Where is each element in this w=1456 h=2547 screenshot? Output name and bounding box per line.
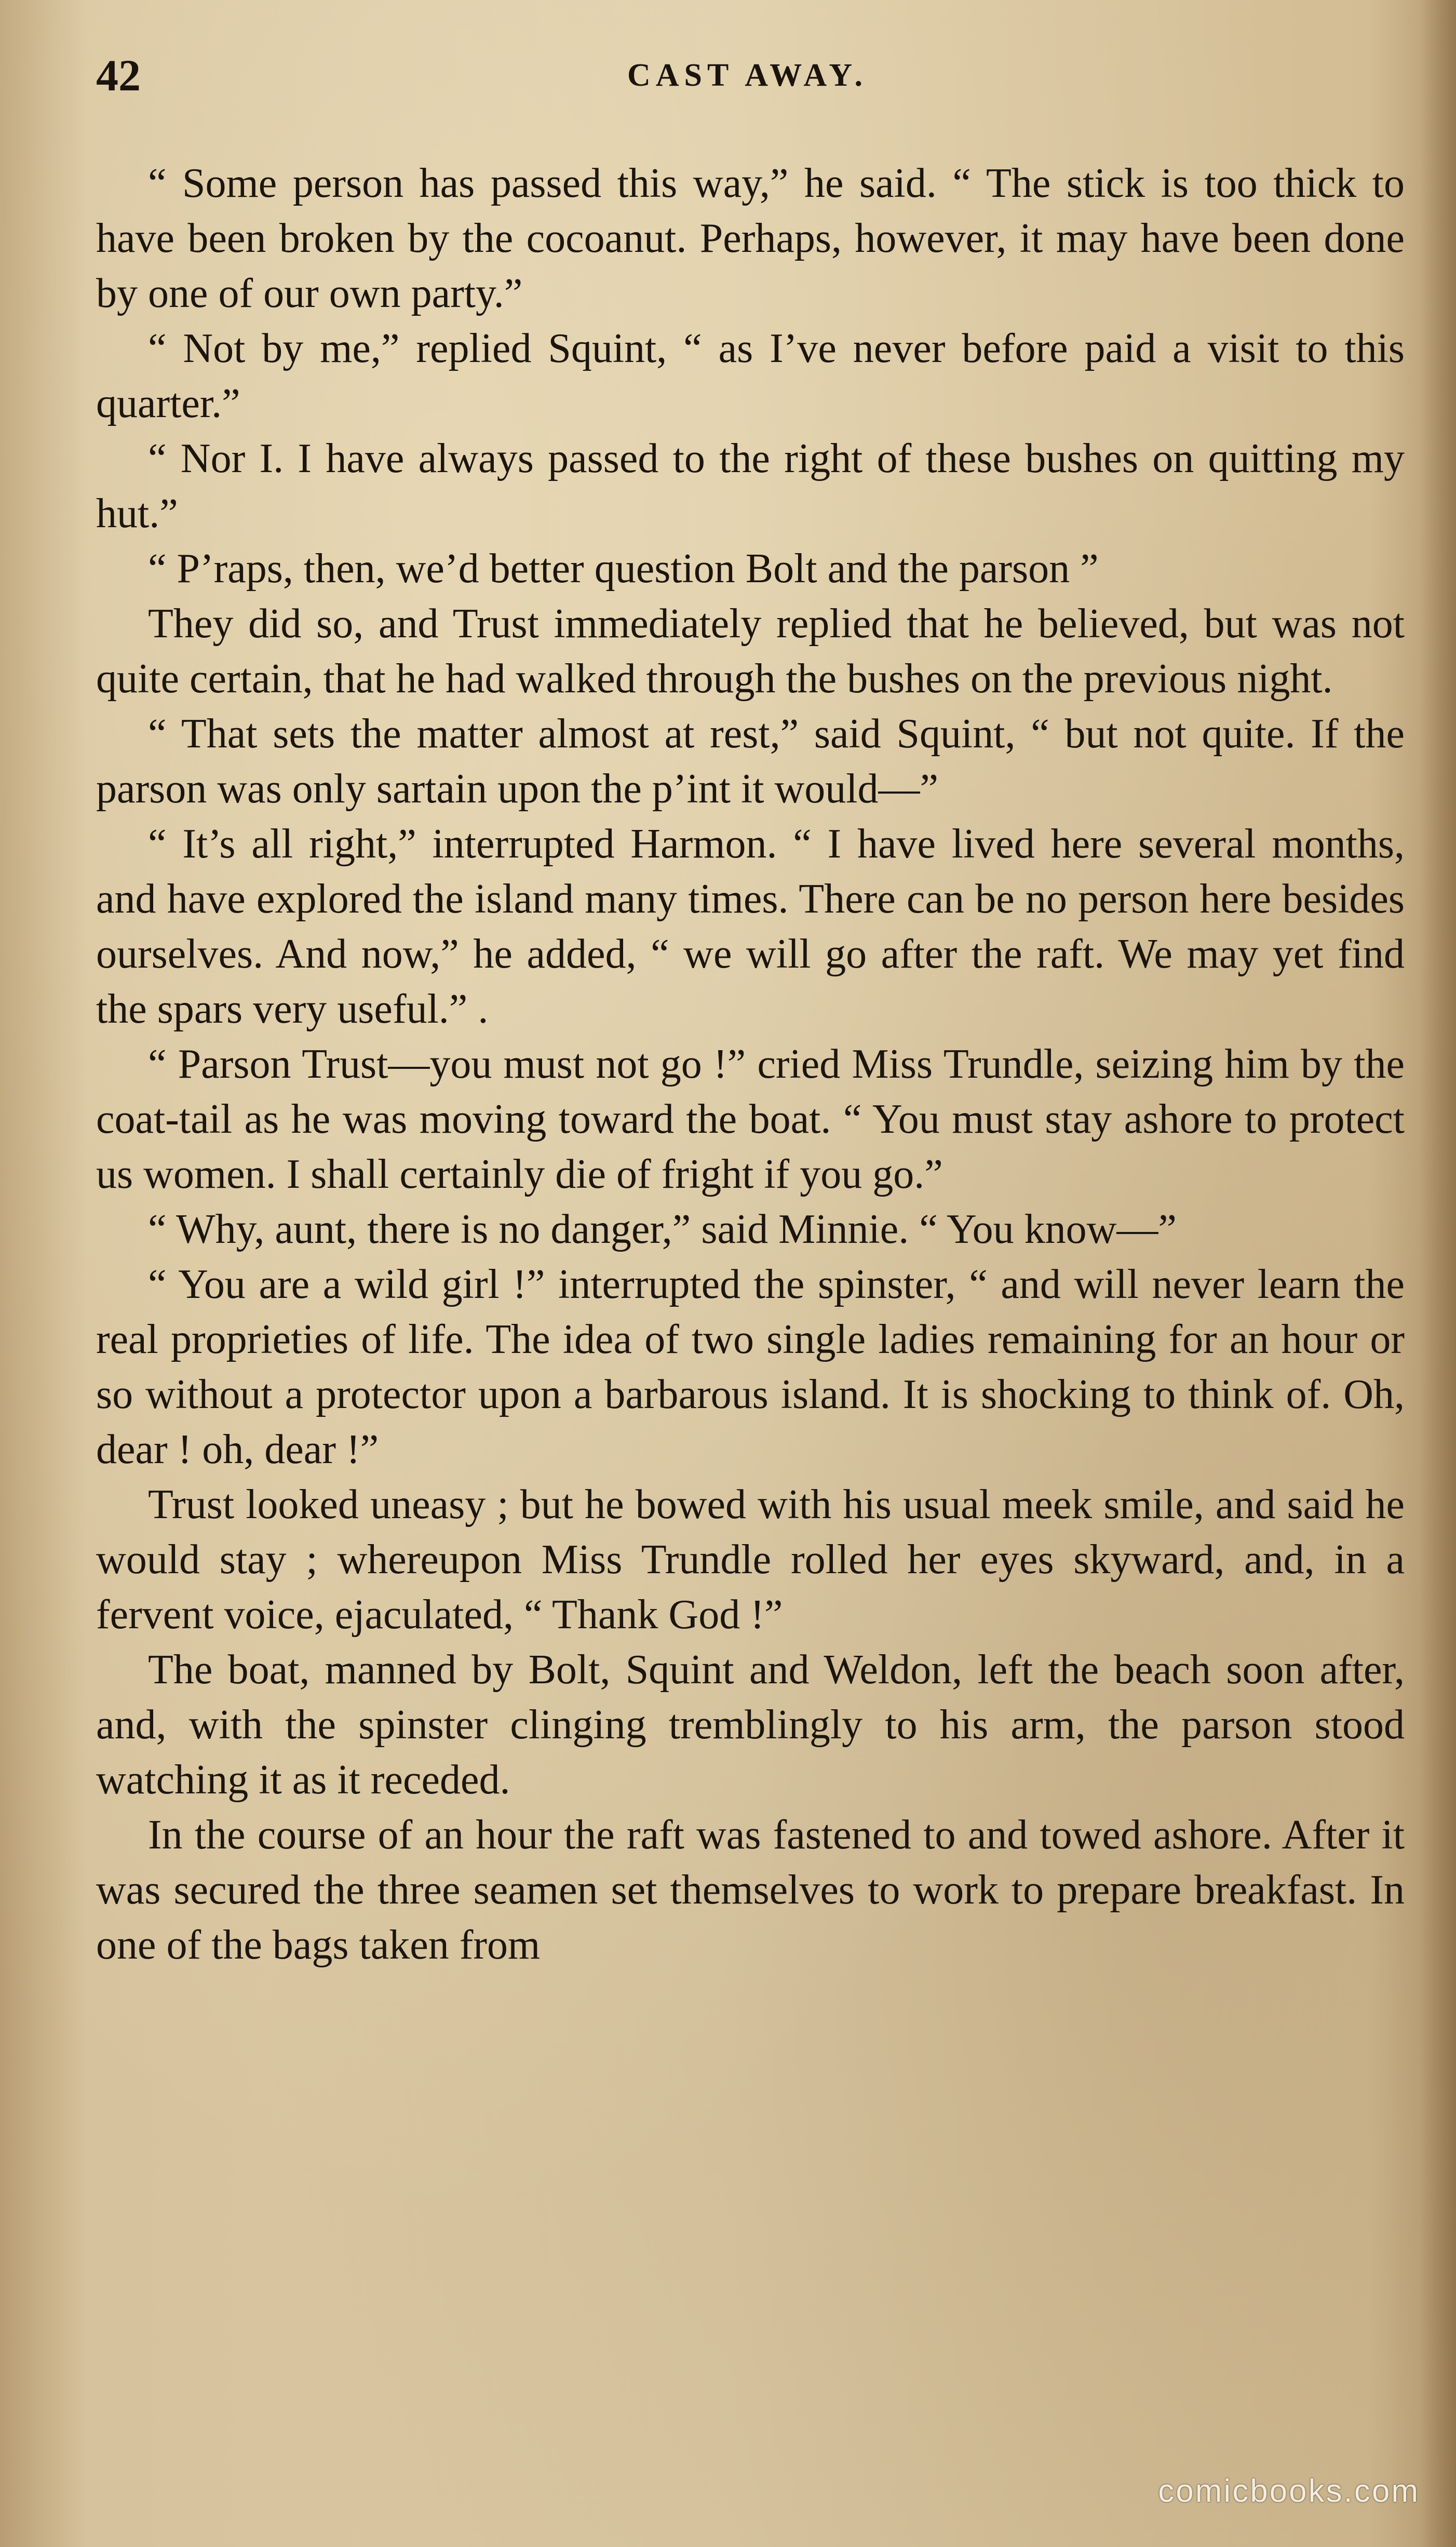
paragraph: “ Not by me,” replied Squint, “ as I’ve never before paid a visit to this quarter.” [96,326,1405,426]
paragraph: “ It’s all right,” interrupted Harmon. “ I have lived here several months, and have explored the island many times. There can be no person here besides ourselves. And now,” he added, “ we will go after the raft. We may yet find the spars very useful.” . [96,821,1405,1032]
page-header [96,47,1399,104]
paragraph: The boat, manned by Bolt, Squint and Weldon, left the beach soon after, and, with the spinster clinging tremblingly to his arm, the parson stood watching it as it receded. [96,1647,1405,1803]
paragraph: In the course of an hour the raft was fastened to and towed ashore. After it was secured the three seamen set themselves to work to prepare breakfast. In one of the bags taken from [96,1812,1405,1968]
paragraph: “ Parson Trust—you must not go !” cried Miss Trundle, seizing him by the coat-tail as he was moving toward the boat. “ You must stay ashore to protect us women. I shall certainly die of fright if you go.” [96,1041,1405,1197]
paragraph: “ You are a wild girl !” interrupted the spinster, “ and will never learn the real proprieties of life. The idea of two single ladies remaining for an hour or so without a protector upon a barbarous island. It is shocking to think of. Oh, dear ! oh, dear !” [96,1262,1405,1472]
paragraph: “ Why, aunt, there is no danger,” said Minnie. “ You know—” [148,1207,1177,1252]
paragraph: “ That sets the matter almost at rest,” said Squint, “ but not quite. If the parson was only sartain upon the p’int it would—” [96,711,1405,812]
paragraph: “ P’raps, then, we’d better question Bolt and the parson ” [148,546,1099,592]
body-text [96,156,1405,1973]
paragraph: They did so, and Trust immediately replied that he believed, but was not quite certain, that he had walked through the bushes on the previous night. [96,601,1405,702]
running-head: CAST AWAY. [627,58,868,93]
page-number: 42 [96,50,141,100]
paragraph: “ Nor I. I have always passed to the right of these bushes on quitting my hut.” [96,436,1405,537]
paragraph: “ Some person has passed this way,” he said. “ The stick is too thick to have been broken by the cocoanut. Perhaps, however, it may have been done by one of our own party.” [96,160,1405,316]
paragraph: Trust looked uneasy ; but he bowed with his usual meek smile, and said he would stay ; whereupon Miss Trundle rolled her eyes skyward, and, in a fervent voice, ejaculated, “ Thank God !” [96,1482,1405,1638]
watermark: comicbooks.com [1158,2473,1420,2509]
